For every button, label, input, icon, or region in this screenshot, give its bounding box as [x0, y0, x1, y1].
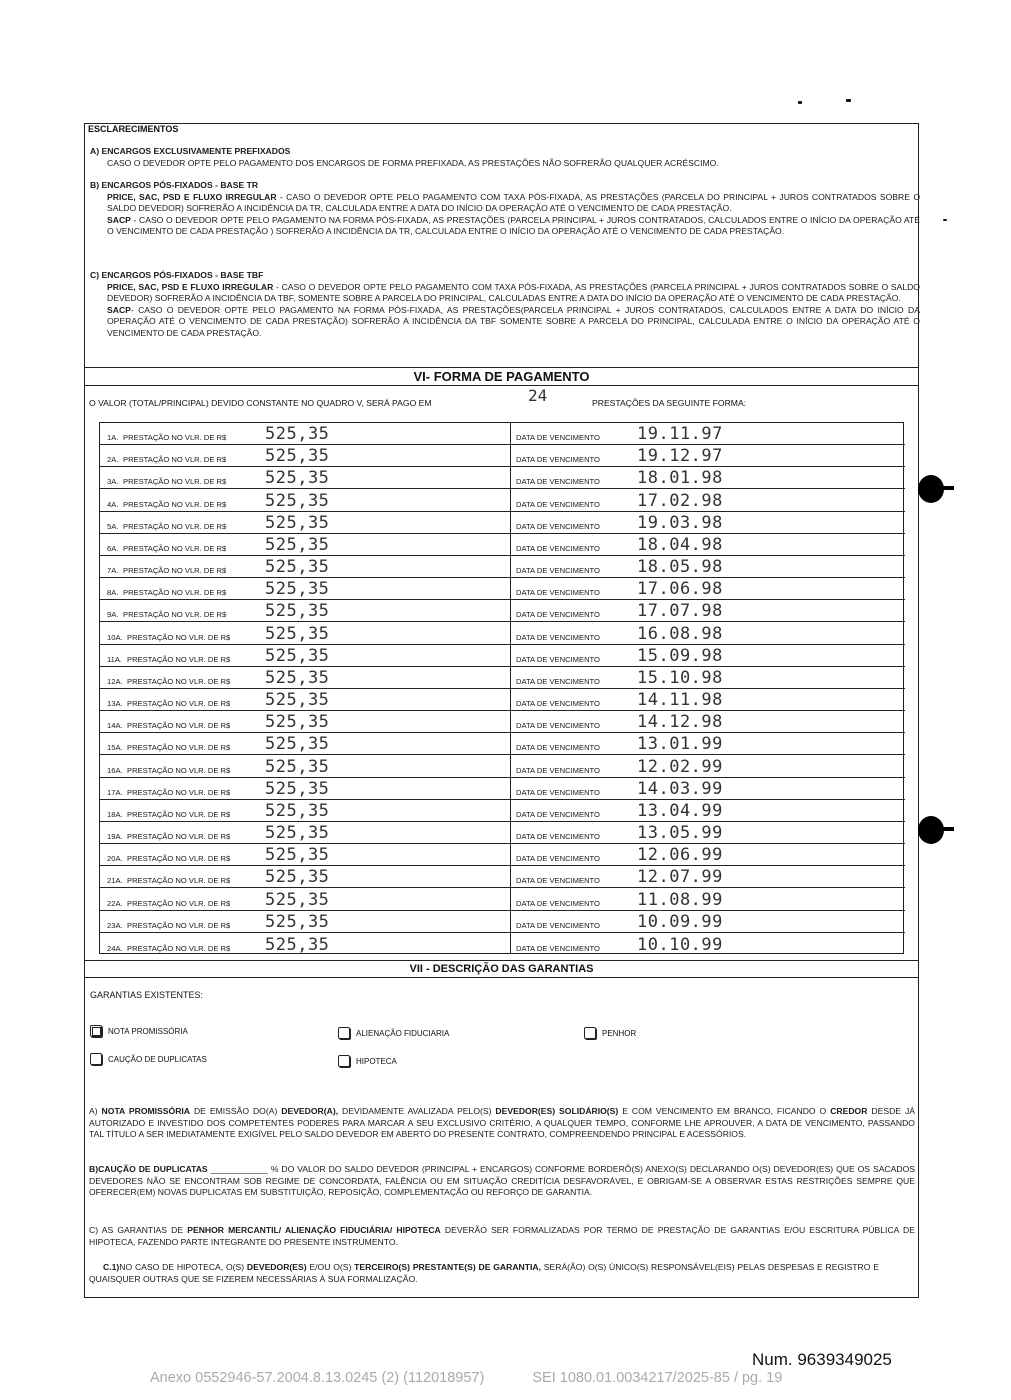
installment-label: 13A. — [107, 699, 123, 709]
installment-value: 525,35 — [265, 867, 330, 888]
forma-pagamento-title: VI- FORMA DE PAGAMENTO — [84, 367, 919, 386]
garantia-b-paragraph — [89, 1164, 915, 1199]
installment-label: 6A. — [107, 543, 119, 553]
due-date-value: 13.01.99 — [637, 734, 723, 755]
footer-sei: SEI 1080.01.0034217/2025-85 / pg. 19 — [532, 1370, 783, 1386]
installment-row — [100, 623, 905, 645]
installment-row — [100, 822, 905, 844]
esclarecimentos-title: ESCLARECIMENTOS — [88, 124, 179, 134]
penhor-checkbox[interactable] — [584, 1027, 596, 1039]
installment-label-suffix: PRESTAÇÃO NO VLR. DE R$ — [123, 543, 227, 553]
installment-label: 8A. — [107, 588, 119, 598]
section-b-title: B) ENCARGOS PÓS-FIXADOS - BASE TR — [90, 180, 259, 190]
due-date-label: DATA DE VENCIMENTO — [516, 654, 600, 664]
due-date-value: 14.12.98 — [637, 712, 723, 733]
caucao-label: CAUÇÃO DE DUPLICATAS — [108, 1054, 207, 1064]
section-c — [90, 270, 920, 339]
text-run: SERÁ(ÃO) O(S) ÚNICO(S) RESPONSÁVEL(EIS) PELAS DESPESAS E REGISTRO E QUAISQUER OUTRAS QUE SE FIZEREM NECESSÁRIAS À SUA FORMALIZAÇÃO. — [89, 1262, 879, 1284]
installment-value: 525,35 — [265, 756, 330, 777]
text-run-bold: B)CAUÇÃO DE DUPLICATAS — [89, 1164, 208, 1174]
document-number: Num. 9639349025 — [752, 1350, 892, 1369]
due-date-label: DATA DE VENCIMENTO — [516, 455, 600, 465]
installment-label-suffix: PRESTAÇÃO NO VLR. DE R$ — [127, 943, 231, 953]
section-b-sacp-text: - CASO O DEVEDOR OPTE PELO PAGAMENTO NA FORMA PÓS-FIXADA, AS PRESTAÇÕES (PARCELA PRINCIPAL + JUROS CONTRATADOS, CALCULADOS ENTRE O INÍCIO DA OPERAÇÃO ATÉ O VENCIMENTO DE CADA PRESTAÇÃO ) SOFRERÃO A INCIDÊNCIA DA TR, CALCULADA ENTRE O INÍCIO DA OPERAÇÃO ATÉ O VENCIMENTO DE CADA PRESTAÇÃO. — [107, 214, 920, 236]
installment-row — [100, 800, 905, 822]
installment-label-suffix: PRESTAÇÃO NO VLR. DE R$ — [127, 699, 231, 709]
installment-label: 22A. — [107, 898, 123, 908]
due-date-label: DATA DE VENCIMENTO — [516, 943, 600, 953]
section-c-sacp-text: - CASO O DEVEDOR OPTE PELO PAGAMENTO NA FORMA PÓS-FIXADA, AS PRESTAÇÕES(PARCELA PRINCIPAL + JUROS CONTRATADOS, CALCULADOS ENTRE A DATA DO INÍCIO DA OPERAÇÃO ATÉ O VENCIMENTO DE CADA PRESTAÇÃO) SOFRERÃO A INCIDÊNCIA DA TBF SOMENTE SOBRE A PARCELA DO PRINCIPAL, CALCULADA ENTRE O INÍCIO DA OPERAÇÃO ATÉ O VENCIMENTO DE CADA PRESTAÇÃO. — [107, 304, 920, 338]
installment-label-suffix: PRESTAÇÃO NO VLR. DE R$ — [123, 455, 227, 465]
option-nota-promissoria[interactable] — [90, 1025, 188, 1037]
due-date-value: 19.12.97 — [637, 446, 723, 467]
text-run: DEVIDAMENTE AVALIZADA PELO(S) — [338, 1106, 496, 1116]
text-run: E/OU O(S) — [306, 1262, 355, 1272]
punch-hole-bottom — [918, 816, 944, 844]
installment-label-suffix: PRESTAÇÃO NO VLR. DE R$ — [127, 743, 231, 753]
installment-value: 525,35 — [265, 845, 330, 866]
blank-line: ____________ — [210, 1164, 268, 1174]
installment-value: 525,35 — [265, 446, 330, 467]
section-b-sacp-label: SACP — [107, 214, 131, 225]
installment-value: 525,35 — [265, 645, 330, 666]
due-date-value: 18.04.98 — [637, 534, 723, 555]
installment-label: 15A. — [107, 743, 123, 753]
installment-value: 525,35 — [265, 557, 330, 578]
due-date-label: DATA DE VENCIMENTO — [516, 543, 600, 553]
nota-promissoria-checkbox[interactable] — [90, 1025, 102, 1037]
installment-label: 17A. — [107, 787, 123, 797]
installment-row — [100, 844, 905, 866]
installment-label: 20A. — [107, 854, 123, 864]
text-run-bold: DEVEDOR(ES) SOLIDÁRIO(S) — [495, 1106, 619, 1116]
installment-label: 5A. — [107, 521, 119, 531]
due-date-label: DATA DE VENCIMENTO — [516, 477, 600, 487]
installment-label-suffix: PRESTAÇÃO NO VLR. DE R$ — [127, 809, 231, 819]
installment-label-suffix: PRESTAÇÃO NO VLR. DE R$ — [127, 898, 231, 908]
due-date-label: DATA DE VENCIMENTO — [516, 632, 600, 642]
section-a-text: CASO O DEVEDOR OPTE PELO PAGAMENTO DOS ENCARGOS DE FORMA PREFIXADA, AS PRESTAÇÕES NÃO SOFRERÃO QUALQUER ACRÉSCIMO. — [107, 157, 719, 168]
caucao-checkbox[interactable] — [90, 1053, 102, 1065]
section-c-title: C) ENCARGOS PÓS-FIXADOS - BASE TBF — [90, 270, 264, 280]
installment-label-suffix: PRESTAÇÃO NO VLR. DE R$ — [127, 787, 231, 797]
text-run-bold: C.1) — [103, 1262, 120, 1272]
due-date-label: DATA DE VENCIMENTO — [516, 499, 600, 509]
installment-label: 16A. — [107, 765, 123, 775]
hipoteca-label: HIPOTECA — [356, 1056, 397, 1066]
section-c-price-text: - CASO O DEVEDOR OPTE PELO PAGAMENTO COM TAXA PÓS-FIXADA, AS PRESTAÇÕES (PARCELA PRINCIPAL + JUROS CONTRATADOS SOBRE O SALDO DEVEDOR) SOFRERÃO A INCIDÊNCIA DA TBF, SOMENTE SOBRE A PARCELA DO PRINCIPAL, CALCULADAS ENTRE A DATA DO INÍCIO DA OPERAÇÃO ATÉ O VENCIMENTO DE CADA PRESTAÇÃO. — [107, 281, 920, 303]
footer-anexo: Anexo 0552946-57.2004.8.13.0245 (2) (112018957) — [150, 1370, 485, 1386]
installment-value: 525,35 — [265, 889, 330, 910]
installment-row — [100, 512, 905, 534]
due-date-value: 10.09.99 — [637, 911, 723, 932]
text-run: DE EMISSÃO DO(A) — [190, 1106, 282, 1116]
installment-row — [100, 423, 905, 445]
installment-label: 21A. — [107, 876, 123, 886]
text-run: A) — [89, 1106, 102, 1116]
due-date-value: 15.09.98 — [637, 645, 723, 666]
intro-after: PRESTAÇÕES DA SEGUINTE FORMA: — [592, 398, 747, 408]
installment-row — [100, 866, 905, 888]
due-date-label: DATA DE VENCIMENTO — [516, 566, 600, 576]
installment-value: 525,35 — [265, 911, 330, 932]
installment-row — [100, 556, 905, 578]
scan-speck — [846, 99, 851, 102]
installment-value: 525,35 — [265, 934, 330, 955]
installment-label-suffix: PRESTAÇÃO NO VLR. DE R$ — [123, 610, 227, 620]
due-date-value: 16.08.98 — [637, 623, 723, 644]
installment-row — [100, 778, 905, 800]
due-date-value: 14.11.98 — [637, 690, 723, 711]
due-date-value: 12.06.99 — [637, 845, 723, 866]
text-run-bold: CREDOR — [830, 1106, 868, 1116]
text-run: NO CASO DE HIPOTECA, O(S) — [119, 1262, 247, 1272]
due-date-label: DATA DE VENCIMENTO — [516, 721, 600, 731]
installment-row — [100, 578, 905, 600]
installments-table — [99, 422, 904, 954]
installment-label-suffix: PRESTAÇÃO NO VLR. DE R$ — [123, 433, 227, 443]
due-date-value: 15.10.98 — [637, 667, 723, 688]
installment-value: 525,35 — [265, 734, 330, 755]
due-date-label: DATA DE VENCIMENTO — [516, 854, 600, 864]
due-date-label: DATA DE VENCIMENTO — [516, 676, 600, 686]
section-a-title: A) ENCARGOS EXCLUSIVAMENTE PREFIXADOS — [90, 146, 291, 156]
installment-label: 19A. — [107, 832, 123, 842]
installment-label: 18A. — [107, 809, 123, 819]
due-date-value: 12.07.99 — [637, 867, 723, 888]
installment-row — [100, 534, 905, 556]
installment-label: 3A. — [107, 477, 119, 487]
section-b-price-label: PRICE, SAC, PSD E FLUXO IRREGULAR — [107, 191, 277, 202]
garantia-c-paragraph — [89, 1225, 915, 1248]
garantia-a-paragraph — [89, 1106, 915, 1141]
installment-value: 525,35 — [265, 490, 330, 511]
due-date-label: DATA DE VENCIMENTO — [516, 743, 600, 753]
due-date-value: 19.11.97 — [637, 424, 723, 445]
due-date-label: DATA DE VENCIMENTO — [516, 832, 600, 842]
installment-label: 9A. — [107, 610, 119, 620]
installment-row — [100, 756, 905, 778]
installment-label-suffix: PRESTAÇÃO NO VLR. DE R$ — [127, 632, 231, 642]
punch-hole-top — [918, 475, 944, 503]
installment-row — [100, 733, 905, 755]
installment-row — [100, 467, 905, 489]
installment-label: 11A. — [107, 654, 123, 664]
installment-row — [100, 600, 905, 622]
installment-row — [100, 490, 905, 512]
installment-count: 24 — [528, 386, 548, 405]
due-date-value: 14.03.99 — [637, 778, 723, 799]
installment-label-suffix: PRESTAÇÃO NO VLR. DE R$ — [127, 832, 231, 842]
garantias-title: VII - DESCRIÇÃO DAS GARANTIAS — [84, 960, 919, 978]
due-date-label: DATA DE VENCIMENTO — [516, 521, 600, 531]
installment-label-suffix: PRESTAÇÃO NO VLR. DE R$ — [127, 765, 231, 775]
option-caucao[interactable] — [90, 1053, 207, 1065]
section-c-sacp-label: SACP — [107, 304, 131, 315]
installment-value: 525,35 — [265, 800, 330, 821]
installment-label: 2A. — [107, 455, 119, 465]
installment-label: 7A. — [107, 566, 119, 576]
footer-stamp — [150, 1370, 782, 1386]
due-date-value: 12.02.99 — [637, 756, 723, 777]
installment-value: 525,35 — [265, 623, 330, 644]
garantia-c1-paragraph — [89, 1262, 879, 1285]
installment-label-suffix: PRESTAÇÃO NO VLR. DE R$ — [123, 477, 227, 487]
installment-label-suffix: PRESTAÇÃO NO VLR. DE R$ — [127, 676, 231, 686]
scan-speck — [943, 219, 947, 221]
installment-label-suffix: PRESTAÇÃO NO VLR. DE R$ — [123, 588, 227, 598]
installment-value: 525,35 — [265, 667, 330, 688]
installment-row — [100, 711, 905, 733]
garantias-existentes-label: GARANTIAS EXISTENTES: — [90, 990, 204, 1000]
installment-label-suffix: PRESTAÇÃO NO VLR. DE R$ — [127, 854, 231, 864]
installment-label: 23A. — [107, 920, 123, 930]
alienacao-label: ALIENAÇÃO FIDUCIARIA — [356, 1028, 450, 1038]
installment-label-suffix: PRESTAÇÃO NO VLR. DE R$ — [127, 876, 231, 886]
installment-label: 1A. — [107, 433, 119, 443]
due-date-label: DATA DE VENCIMENTO — [516, 765, 600, 775]
installment-value: 525,35 — [265, 601, 330, 622]
installment-label: 12A. — [107, 676, 123, 686]
installment-value: 525,35 — [265, 468, 330, 489]
installment-row — [100, 911, 905, 933]
text-run: E COM VENCIMENTO EM BRANCO, FICANDO O — [618, 1106, 831, 1116]
installment-label-suffix: PRESTAÇÃO NO VLR. DE R$ — [127, 920, 231, 930]
installment-value: 525,35 — [265, 534, 330, 555]
intro-before: O VALOR (TOTAL/PRINCIPAL) DEVIDO CONSTANTE NO QUADRO V, SERÁ PAGO EM — [89, 398, 432, 408]
due-date-label: DATA DE VENCIMENTO — [516, 588, 600, 598]
installment-row — [100, 645, 905, 667]
text-run: % DO VALOR DO SALDO DEVEDOR (PRINCIPAL + ENCARGOS) CONFORME BORDERÔ(S) ANEXO(S) DECLARANDO O(S) DEVEDOR(ES) QUE OS SACADOS DEVEDORES NÃO SE ENCONTRAM SOB REGIME DE CONCORDATA, FALÊNCIA OU EM SITUAÇÃO CREDITÍCIA DESFAVORÁVEL, E OBRIGAM-SE A OBSERVAR ESTAS RESTRIÇÕES SEMPRE QUE OFERECER(EM) NOVAS DUPLICATAS EM SUBSTITUIÇÃO, REPOSIÇÃO, COMPLEMENTAÇÃO OU REFORÇO DE GARANTIA. — [89, 1164, 915, 1197]
hipoteca-checkbox[interactable] — [338, 1055, 350, 1067]
installment-value: 525,35 — [265, 579, 330, 600]
text-run: DESDE JÁ AUTORIZADO E INVESTIDO DOS COMPETENTES PODERES PARA MARCAR A SEU EXCLUSIVO CRITÉRIO, A QUALQUER TEMPO, CONFORME LHE APROUVER, A DATA DE VENCIMENTO, PASSANDO TAL TÍTULO A SER IMEDIATAMENTE EXIGÍVEL PELO SALDO DEVEDOR EM ABERTO DO PRESENTE CONTRATO, COMPREENDENDO PRINCIPAL E ACESSÓRIOS. — [89, 1106, 915, 1139]
due-date-value: 17.02.98 — [637, 490, 723, 511]
due-date-label: DATA DE VENCIMENTO — [516, 809, 600, 819]
section-a — [90, 146, 920, 169]
installment-label-suffix: PRESTAÇÃO NO VLR. DE R$ — [123, 521, 227, 531]
installment-value: 525,35 — [265, 823, 330, 844]
section-c-price-label: PRICE, SAC, PSD E FLUXO IRREGULAR — [107, 281, 274, 292]
due-date-label: DATA DE VENCIMENTO — [516, 787, 600, 797]
due-date-value: 18.05.98 — [637, 557, 723, 578]
scan-speck — [798, 101, 802, 104]
installment-value: 525,35 — [265, 512, 330, 533]
nota-promissoria-label: NOTA PROMISSÓRIA — [108, 1026, 188, 1036]
text-run: DEVERÃO SER FORMALIZADAS POR TERMO DE PRESTAÇÃO DE GARANTIAS E/OU ESCRITURA PÚBLICA DE HIPOTECA, FAZENDO PARTE INTEGRANTE DO PRESENTE INSTRUMENTO. — [89, 1225, 915, 1247]
installment-row — [100, 933, 905, 955]
due-date-value: 17.07.98 — [637, 601, 723, 622]
installment-value: 525,35 — [265, 778, 330, 799]
due-date-label: DATA DE VENCIMENTO — [516, 876, 600, 886]
penhor-label: PENHOR — [602, 1028, 637, 1038]
due-date-label: DATA DE VENCIMENTO — [516, 433, 600, 443]
due-date-value: 13.05.99 — [637, 823, 723, 844]
section-b — [90, 180, 920, 238]
due-date-label: DATA DE VENCIMENTO — [516, 898, 600, 908]
due-date-label: DATA DE VENCIMENTO — [516, 610, 600, 620]
text-run-bold: TERCEIRO(S) PRESTANTE(S) DE GARANTIA, — [354, 1262, 541, 1272]
due-date-value: 19.03.98 — [637, 512, 723, 533]
installment-value: 525,35 — [265, 424, 330, 445]
section-b-price-text: - CASO O DEVEDOR OPTE PELO PAGAMENTO COM TAXA PÓS-FIXADA, AS PRESTAÇÕES (PARCELA DO PRINCIPAL + JUROS CONTRATADOS SOBRE O SALDO DEVEDOR) SOFRERÃO A INCIDÊNCIA DA TR, CALCULADA ENTRE A DATA DO INÍCIO DA OPERAÇÃO ATÉ O VENCIMENTO DE CADA PRESTAÇÃO. — [107, 191, 920, 213]
installment-label: 14A. — [107, 721, 123, 731]
text-run-bold: NOTA PROMISSÓRIA — [101, 1106, 191, 1116]
installment-label: 4A. — [107, 499, 119, 509]
installment-row — [100, 689, 905, 711]
due-date-value: 11.08.99 — [637, 889, 723, 910]
text-run-bold: DEVEDOR(ES) — [246, 1262, 307, 1272]
due-date-value: 18.01.98 — [637, 468, 723, 489]
option-alienacao[interactable] — [338, 1027, 449, 1039]
option-hipoteca[interactable] — [338, 1055, 397, 1067]
alienacao-checkbox[interactable] — [338, 1027, 350, 1039]
installment-value: 525,35 — [265, 690, 330, 711]
due-date-value: 17.06.98 — [637, 579, 723, 600]
text-run-bold: DEVEDOR(A), — [281, 1106, 339, 1116]
installment-label-suffix: PRESTAÇÃO NO VLR. DE R$ — [127, 721, 231, 731]
due-date-value: 10.10.99 — [637, 934, 723, 955]
installment-value: 525,35 — [265, 712, 330, 733]
installment-row — [100, 445, 905, 467]
installment-label: 10A. — [107, 632, 123, 642]
due-date-value: 13.04.99 — [637, 800, 723, 821]
due-date-label: DATA DE VENCIMENTO — [516, 699, 600, 709]
text-run-bold: PENHOR MERCANTIL/ ALIENAÇÃO FIDUCIÁRIA/ HIPOTECA — [187, 1225, 441, 1235]
option-penhor[interactable] — [584, 1027, 636, 1039]
installment-label: 24A. — [107, 943, 123, 953]
installment-row — [100, 667, 905, 689]
installment-row — [100, 889, 905, 911]
installment-label-suffix: PRESTAÇÃO NO VLR. DE R$ — [123, 499, 227, 509]
installment-label-suffix: PRESTAÇÃO NO VLR. DE R$ — [123, 566, 227, 576]
due-date-label: DATA DE VENCIMENTO — [516, 920, 600, 930]
installment-label-suffix: PRESTAÇÃO NO VLR. DE R$ — [127, 654, 231, 664]
text-run: C) AS GARANTIAS DE — [89, 1225, 188, 1235]
